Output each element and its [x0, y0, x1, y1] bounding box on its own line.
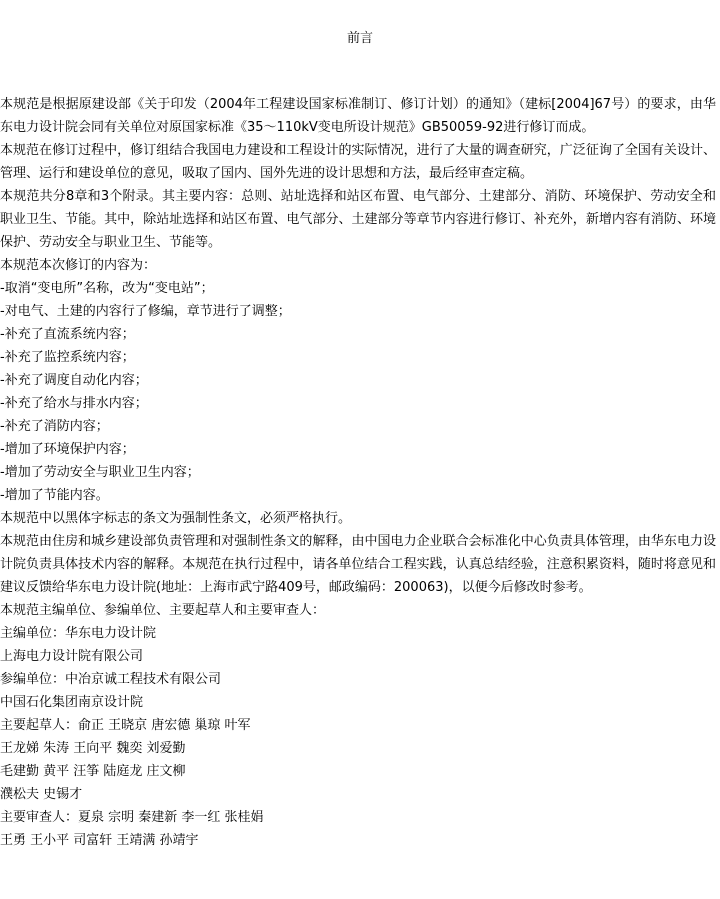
revision-item: -增加了劳动安全与职业卫生内容； — [0, 465, 200, 480]
revision-item: -增加了节能内容。 — [0, 488, 109, 503]
reviewers-list: 主要审查人：夏泉 宗明 秦建新 李一红 张桂娟 — [0, 810, 264, 825]
participating-unit: 中国石化集团南京设计院 — [0, 695, 144, 710]
drafters-list: 主要起草人：俞正 王晓京 唐宏德 巢琼 叶军 — [0, 718, 251, 733]
paragraph-revision-items-heading: 本规范本次修订的内容为： — [0, 258, 157, 273]
revision-item: -补充了监控系统内容； — [0, 350, 135, 365]
document-body — [0, 93, 716, 852]
paragraph-main-contents: 本规范共分8章和3个附录。其主要内容：总则、站址选择和站区布置、电气部分、土建部分、消防、环境保护、劳动安全和职业卫生、节能。其中，除站址选择和站区布置、电气部分、土建部分等章节内容进行修订、补充外，新增内容有消防、环境保护、劳动安全与职业卫生、节能等。 — [0, 189, 716, 250]
chief-editor-unit: 上海电力设计院有限公司 — [0, 649, 144, 664]
participating-unit: 参编单位：中冶京诚工程技术有限公司 — [0, 672, 222, 687]
page-title: 前言 — [346, 31, 373, 46]
drafters-list: 濮松夫 史锡才 — [0, 787, 83, 802]
revision-item: -补充了消防内容； — [0, 419, 109, 434]
revision-item: -对电气、土建的内容行了修编，章节进行了调整； — [0, 304, 291, 319]
chief-editor-unit: 主编单位：华东电力设计院 — [0, 626, 157, 641]
paragraph-administration: 本规范由住房和城乡建设部负责管理和对强制性条文的解释，由中国电力企业联合会标准化中心负责具体管理，由华东电力设计院负责具体技术内容的解释。本规范在执行过程中，请各单位结合工程实践，认真总结经验，注意积累资料，随时将意见和建议反馈给华东电力设计院(地址：上海市武宁路409号，邮政编码：200063)，以便今后修改时参考。 — [0, 534, 716, 595]
revision-item: -补充了给水与排水内容； — [0, 396, 148, 411]
reviewers-list: 王勇 王小平 司富轩 王靖满 孙靖宇 — [0, 833, 199, 848]
revision-item: -补充了直流系统内容； — [0, 327, 135, 342]
paragraph-contributors-heading: 本规范主编单位、参编单位、主要起草人和主要审查人： — [0, 603, 326, 618]
paragraph-revision-process: 本规范在修订过程中，修订组结合我国电力建设和工程设计的实际情况，进行了大量的调查研究，广泛征询了全国有关设计、管理、运行和建设单位的意见，吸取了国内、国外先进的设计思想和方法，最后经审查定稿。 — [0, 143, 716, 181]
revision-item: -取消“变电所”名称，改为“变电站”； — [0, 281, 214, 296]
paragraph-mandatory-clauses: 本规范中以黑体字标志的条文为强制性条文，必须严格执行。 — [0, 511, 352, 526]
revision-item: -补充了调度自动化内容； — [0, 373, 148, 388]
drafters-list: 毛建勤 黄平 汪筝 陆庭龙 庄文柳 — [0, 764, 186, 779]
paragraph-revision-basis: 本规范是根据原建设部《关于印发（2004年工程建设国家标准制订、修订计划）的通知》（建标[2004]67号）的要求，由华东电力设计院会同有关单位对原国家标准《35～110kV变电所设计规范》GB50059-92进行修订而成。 — [0, 97, 716, 135]
drafters-list: 王龙娣 朱涛 王向平 魏奕 刘爱勤 — [0, 741, 186, 756]
revision-item: -增加了环境保护内容； — [0, 442, 135, 457]
